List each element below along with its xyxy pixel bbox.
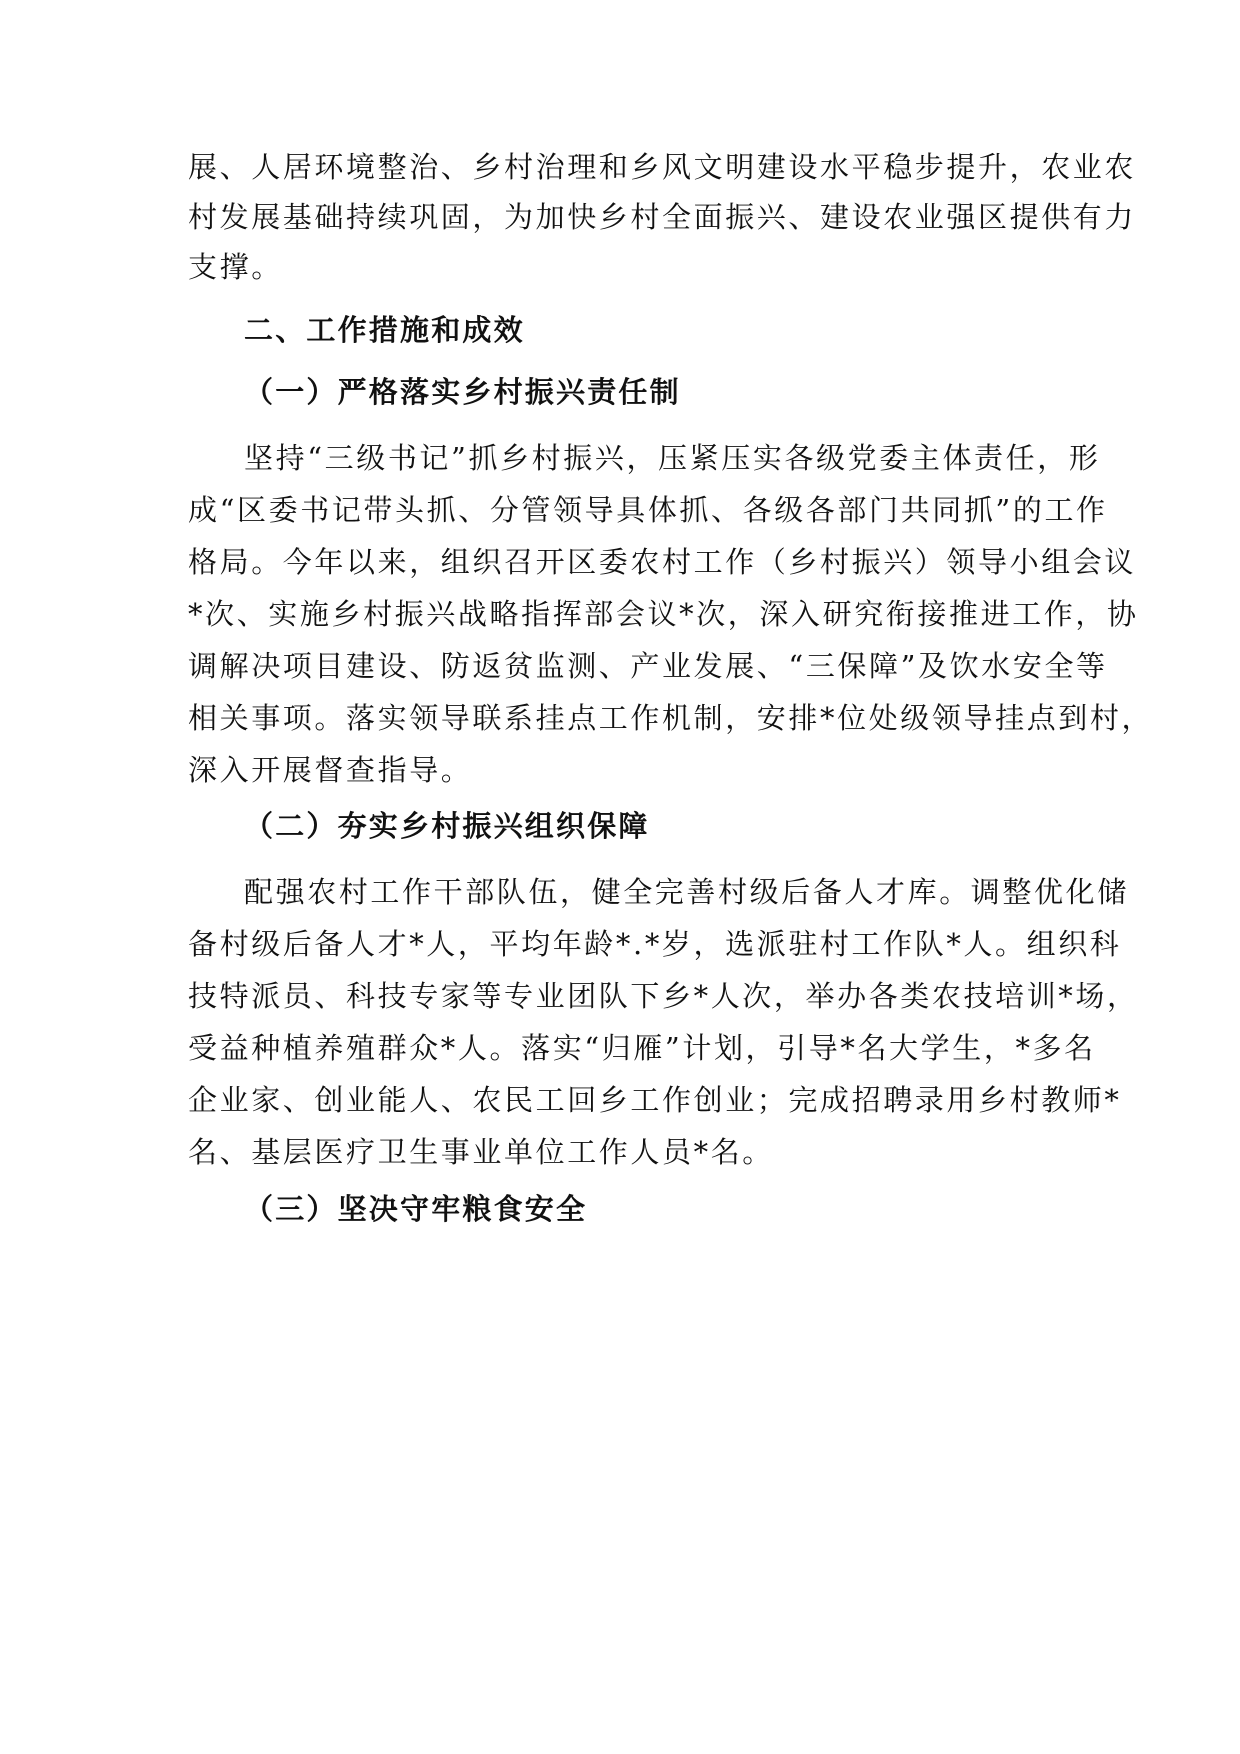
subsection-1-line-2: 成“区委书记带头抓、分管领导具体抓、各级各部门共同抓”的工作 (188, 493, 1108, 527)
section-heading: 二、工作措施和成效 (244, 313, 525, 347)
subsection-2-line-1: 配强农村工作干部队伍，健全完善村级后备人才库。调整优化储 (244, 875, 1129, 909)
subsection-1-line-4: *次、实施乡村振兴战略指挥部会议*次，深入研究衔接推进工作，协 (188, 597, 1139, 631)
subsection-2-line-6: 名、基层医疗卫生事业单位工作人员*名。 (188, 1135, 774, 1169)
intro-line-2: 村发展基础持续巩固，为加快乡村全面振兴、建设农业强区提供有力 (188, 200, 1137, 234)
subsection-3-heading: （三）坚决守牢粮食安全 (244, 1192, 588, 1226)
subsection-1-line-1: 坚持“三级书记”抓乡村振兴，压紧压实各级党委主体责任，形 (244, 441, 1101, 475)
subsection-2-heading: （二）夯实乡村振兴组织保障 (244, 809, 650, 843)
subsection-2-line-5: 企业家、创业能人、农民工回乡工作创业；完成招聘录用乡村教师* (188, 1083, 1122, 1117)
subsection-2-line-4: 受益种植养殖群众*人。落实“归雁”计划，引导*名大学生，*多名 (188, 1031, 1096, 1065)
subsection-2-line-2: 备村级后备人才*人，平均年龄*.*岁，选派驻村工作队*人。组织科 (188, 927, 1122, 961)
intro-line-1: 展、人居环境整治、乡村治理和乡风文明建设水平稳步提升，农业农 (188, 150, 1137, 184)
subsection-1-line-5: 调解决项目建设、防返贫监测、产业发展、“三保障”及饮水安全等 (188, 649, 1108, 683)
subsection-1-line-7: 深入开展督查指导。 (188, 753, 473, 787)
subsection-1-heading: （一）严格落实乡村振兴责任制 (244, 375, 681, 409)
intro-line-3: 支撑。 (188, 250, 283, 284)
subsection-2-line-3: 技特派员、科技专家等专业团队下乡*人次，举办各类农技培训*场， (188, 979, 1139, 1013)
subsection-1-line-6: 相关事项。落实领导联系挂点工作机制，安排*位处级领导挂点到村， (188, 701, 1154, 735)
subsection-1-line-3: 格局。今年以来，组织召开区委农村工作（乡村振兴）领导小组会议 (188, 545, 1137, 579)
